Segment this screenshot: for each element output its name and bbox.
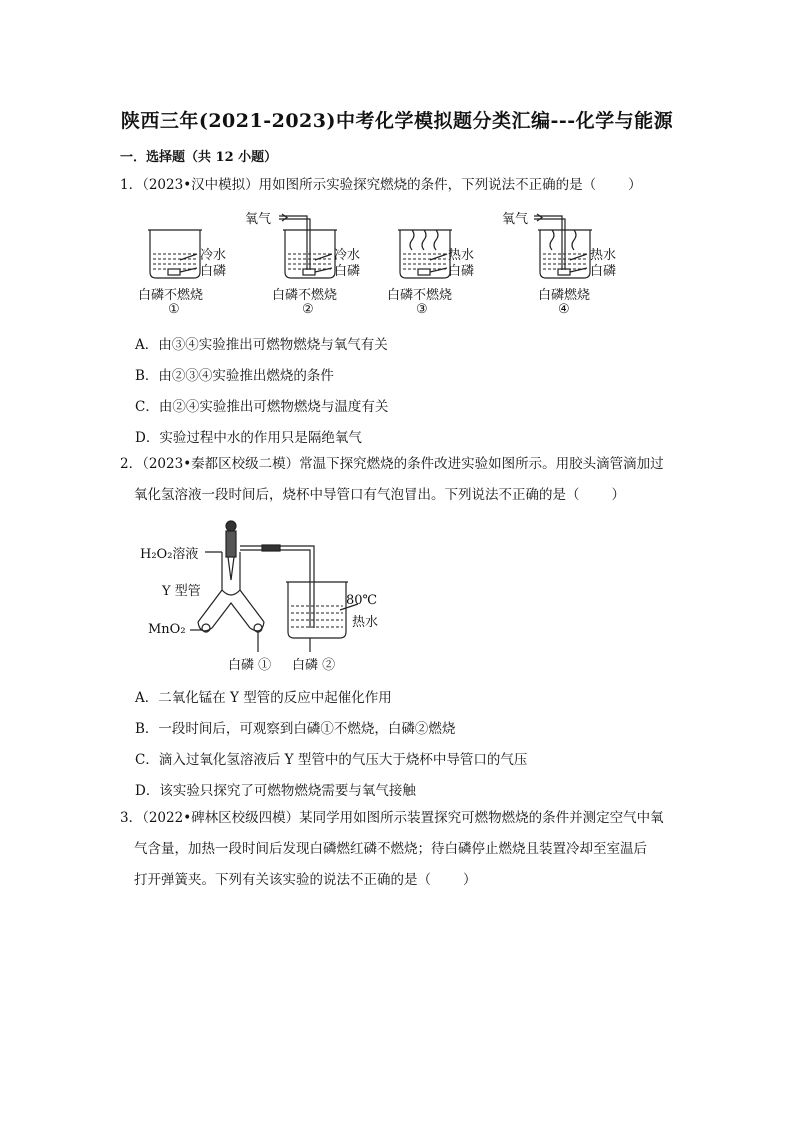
- fig1-number-4: ④: [558, 302, 570, 317]
- fig1-label-white-p-3: 白磷: [448, 264, 475, 279]
- q1-option-a: A．由③④实验推出可燃物燃烧与氧气有关: [135, 337, 388, 353]
- question-3-stem: [120, 803, 680, 896]
- fig1-caption-3: 白磷不燃烧: [387, 288, 453, 303]
- fig2-label-temp: 80℃: [346, 593, 378, 608]
- fig1-label-cold-water-2: 冷水: [334, 248, 361, 263]
- fig2-label-h2o2: H₂O₂溶液: [140, 547, 199, 562]
- q3-stem-line-1: 3．（2022•碑林区校级四模）某同学用如图所示装置探究可燃物燃烧的条件并测定空气中氧: [120, 810, 664, 826]
- q2-stem-line-1: 2．（2023•秦都区校级二模）常温下探究燃烧的条件改进实验如图所示。用胶头滴管滴加过: [120, 456, 664, 472]
- q2-option-b: B．一段时间后，可观察到白磷①不燃烧，白磷②燃烧: [135, 721, 456, 737]
- fig1-number-1: ①: [168, 302, 180, 317]
- fig1-label-hot-water-3: 热水: [448, 248, 475, 263]
- q3-stem-end: ）: [463, 872, 477, 888]
- fig2-label-ytube: Y 型管: [162, 584, 201, 599]
- fig1-label-white-p-1: 白磷: [200, 264, 227, 279]
- q1-stem-end: ）: [628, 177, 642, 193]
- fig1-caption-1: 白磷不燃烧: [138, 288, 204, 303]
- fig1-caption-2: 白磷不燃烧: [272, 288, 338, 303]
- fig1-label-hot-water-4: 热水: [590, 248, 617, 263]
- q2-stem-line-2-text: 氧化氢溶液一段时间后，烧杯中导管口有气泡冒出。下列说法不正确的是（: [134, 487, 580, 503]
- q2-option-d: D．该实验只探究了可燃物燃烧需要与氧气接触: [135, 783, 416, 799]
- fig1-caption-4: 白磷燃烧: [538, 288, 591, 303]
- q2-option-c: C．滴入过氧化氢溶液后 Y 型管中的气压大于烧杯中导管口的气压: [135, 752, 528, 768]
- q3-stem-line-3-text: 打开弹簧夹。下列有关该实验的说法不正确的是（: [134, 872, 431, 888]
- q1-stem-text: 1．（2023•汉中模拟）用如图所示实验探究燃烧的条件，下列说法不正确的是（: [120, 177, 597, 193]
- fig1-label-white-p-2: 白磷: [334, 264, 361, 279]
- fig1-label-cold-water-1: 冷水: [200, 248, 227, 263]
- fig1-label-white-p-4: 白磷: [590, 264, 617, 279]
- q2-option-a: A．二氧化锰在 Y 型管的反应中起催化作用: [135, 690, 392, 706]
- fig2-label-white-p-1: 白磷 ①: [228, 658, 272, 673]
- q1-option-c: C．由②④实验推出可燃物燃烧与温度有关: [135, 399, 389, 415]
- fig1-number-3: ③: [416, 302, 428, 317]
- q3-stem-line-2: 气含量，加热一段时间后发现白磷燃红磷不燃烧；待白磷停止燃烧且装置冷却至室温后: [134, 841, 647, 857]
- fig2-label-mno2: MnO₂: [148, 622, 186, 637]
- q1-option-d: D．实验过程中水的作用只是隔绝氧气: [135, 430, 362, 446]
- fig1-label-oxygen-2: 氧气: [245, 212, 272, 227]
- fig2-label-hot-water: 热水: [352, 615, 379, 630]
- page-title: 陕西三年(2021-2023)中考化学模拟题分类汇编---化学与能源: [120, 110, 674, 132]
- fig2-label-white-p-2: 白磷 ②: [292, 658, 336, 673]
- q2-stem-end: ）: [611, 487, 625, 503]
- section-heading: 一．选择题（共 12 小题）: [120, 150, 278, 165]
- fig1-label-oxygen-4: 氧气: [502, 212, 529, 227]
- q1-option-b: B．由②③④实验推出燃烧的条件: [135, 368, 334, 384]
- q3-stem-line-3: [120, 865, 680, 896]
- fig1-number-2: ②: [302, 302, 314, 317]
